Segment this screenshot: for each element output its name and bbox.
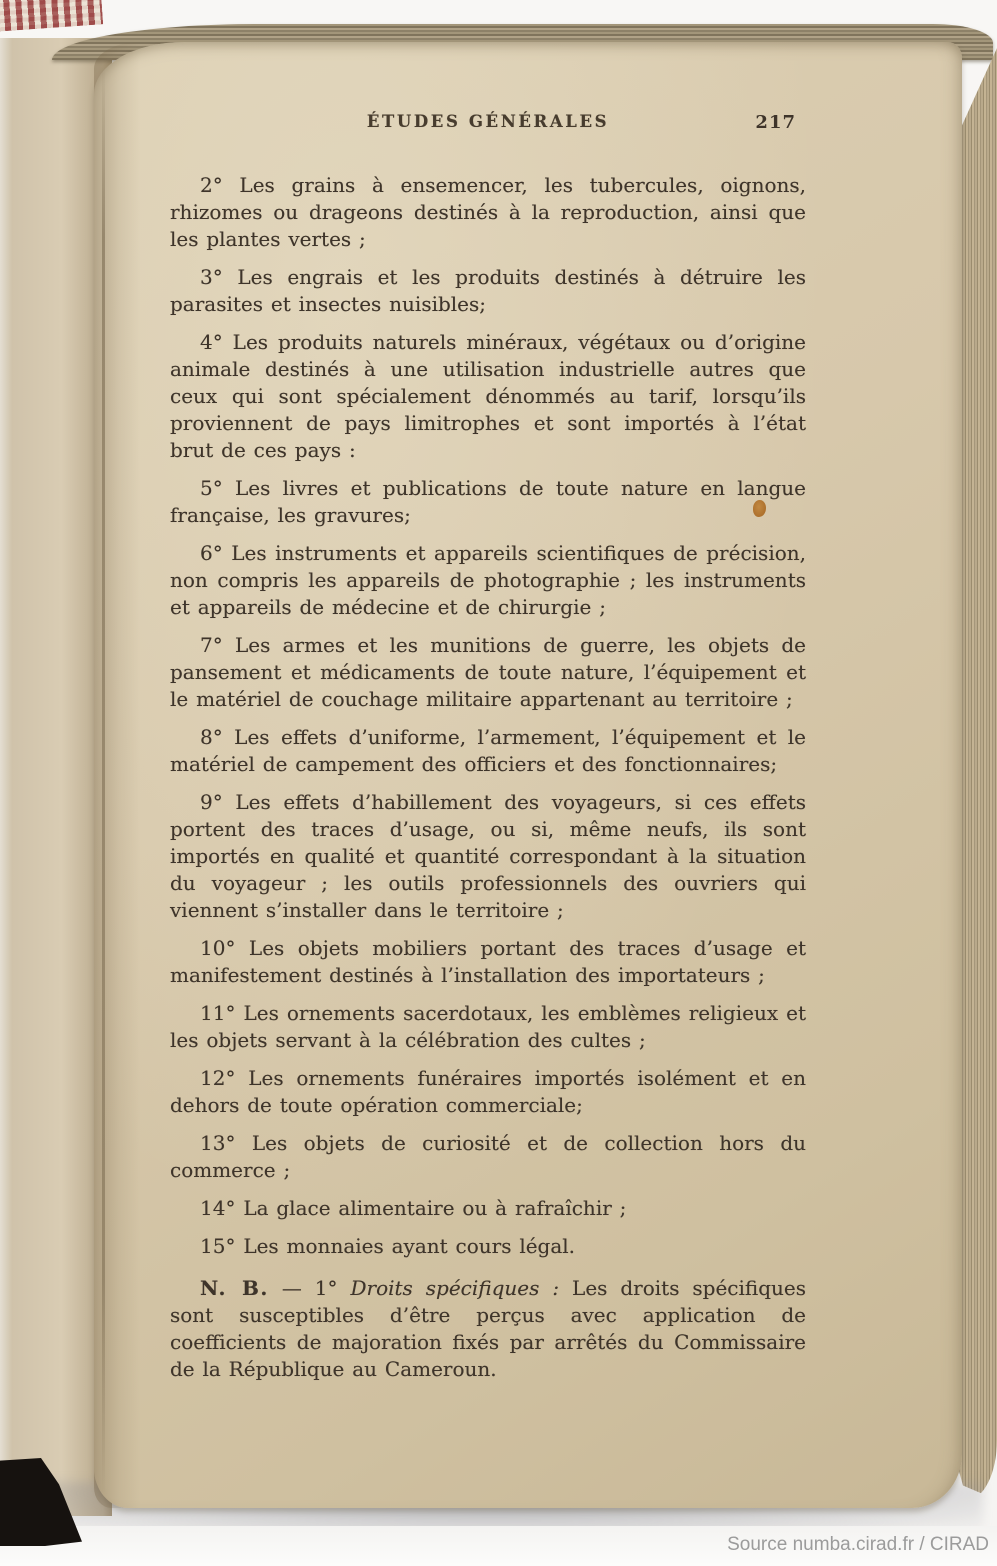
item-number: 10° <box>200 936 236 960</box>
item-number: 12° <box>200 1066 236 1090</box>
note-marker: 1° <box>314 1276 338 1300</box>
item-text: La glace alimentaire ou à rafraîchir ; <box>243 1196 627 1220</box>
list-item-paragraph <box>170 789 806 924</box>
list-item-paragraph <box>170 935 806 989</box>
item-text: Les ornements funéraires importés isolément et en dehors de toute opération commerciale; <box>170 1066 807 1117</box>
note-term: Droits spécifiques : <box>350 1276 560 1300</box>
list-item-paragraph <box>170 1195 806 1222</box>
page-header <box>170 112 806 138</box>
list-item-paragraph <box>170 1000 806 1054</box>
item-number: 4° <box>200 330 223 354</box>
page-number: 217 <box>755 112 796 133</box>
list-item-paragraph <box>170 540 806 621</box>
note-dash: — <box>281 1276 302 1300</box>
item-text: Les objets de curiosité et de collection hors du commerce ; <box>170 1131 806 1182</box>
item-number: 8° <box>200 725 223 749</box>
list-item-paragraph <box>170 724 806 778</box>
item-number: 15° <box>200 1234 236 1258</box>
book-headband-fabric <box>0 0 103 32</box>
list-item-paragraph <box>170 632 806 713</box>
item-number: 11° <box>200 1001 236 1025</box>
running-title: ÉTUDES GÉNÉRALES <box>366 112 610 131</box>
note-lead: N. B. <box>200 1276 269 1300</box>
left-page-edge <box>0 38 12 1516</box>
item-text: Les effets d’habillement des voyageurs, si ces effets portent des traces d’usage, ou si, même neufs, ils sont importés en qualité et quantité correspondant à la situation du voyageur ; les outils professionnels des ouvriers qui viennent s’installer dans le territoire ; <box>170 790 806 922</box>
item-text: Les armes et les munitions de guerre, les objets de pansement et médicaments de toute nature, l’équipement et le matériel de couchage militaire appartenant au territoire ; <box>170 633 807 711</box>
item-text: Les livres et publications de toute nature en langue française, les gravures; <box>170 476 806 527</box>
item-text: Les monnaies ayant cours légal. <box>243 1234 576 1258</box>
item-text: Les engrais et les produits destinés à détruire les parasites et insectes nuisibles; <box>170 265 806 316</box>
list-item-paragraph <box>170 1065 806 1119</box>
note-text: Les droits spécifiques sont susceptibles d’être perçus avec application de coefficients de majoration fixés par arrêtés du Commissaire de la République au Cameroun. <box>170 1276 807 1381</box>
item-number: 5° <box>200 476 223 500</box>
item-text: Les instruments et appareils scientifiques de précision, non compris les appareils de photographie ; les instruments et appareils de médecine et de chirurgie ; <box>170 541 806 619</box>
item-number: 9° <box>200 790 223 814</box>
page-content <box>170 112 806 1394</box>
page-crease-line <box>102 66 105 1494</box>
item-text: Les ornements sacerdotaux, les emblèmes religieux et les objets servant à la célébration des cultes ; <box>170 1001 806 1052</box>
item-text: Les produits naturels minéraux, végétaux ou d’origine animale destinés à une utilisation industrielle autres que ceux qui sont spécialement dénommés au tarif, lorsqu’ils proviennent de pays limitrophes et sont importés à l’état brut de ces pays : <box>170 330 807 462</box>
item-number: 6° <box>200 541 223 565</box>
list-item-paragraph <box>170 1233 806 1260</box>
exemption-list <box>170 172 806 1260</box>
item-text: Les effets d’uniforme, l’armement, l’équipement et le matériel de campement des officiers et des fonctionnaires; <box>170 725 807 776</box>
list-item-paragraph <box>170 329 806 464</box>
list-item-paragraph <box>170 1130 806 1184</box>
item-number: 3° <box>200 265 223 289</box>
list-item-paragraph <box>170 475 806 529</box>
item-text: Les objets mobiliers portant des traces d’usage et manifestement destinés à l’installation des importateurs ; <box>170 936 806 987</box>
list-item-paragraph <box>170 264 806 318</box>
book-page <box>94 42 962 1508</box>
item-number: 13° <box>200 1131 236 1155</box>
list-item-paragraph <box>170 172 806 253</box>
page-gutter-shadow <box>94 42 140 1508</box>
item-number: 7° <box>200 633 223 657</box>
nota-bene-paragraph <box>170 1275 806 1383</box>
source-watermark: Source numba.cirad.fr / CIRAD <box>727 1534 989 1555</box>
item-number: 14° <box>200 1196 236 1220</box>
item-number: 2° <box>200 173 223 197</box>
item-text: Les grains à ensemencer, les tubercules, oignons, rhizomes ou drageons destinés à la reproduction, ainsi que les plantes vertes ; <box>170 173 807 251</box>
